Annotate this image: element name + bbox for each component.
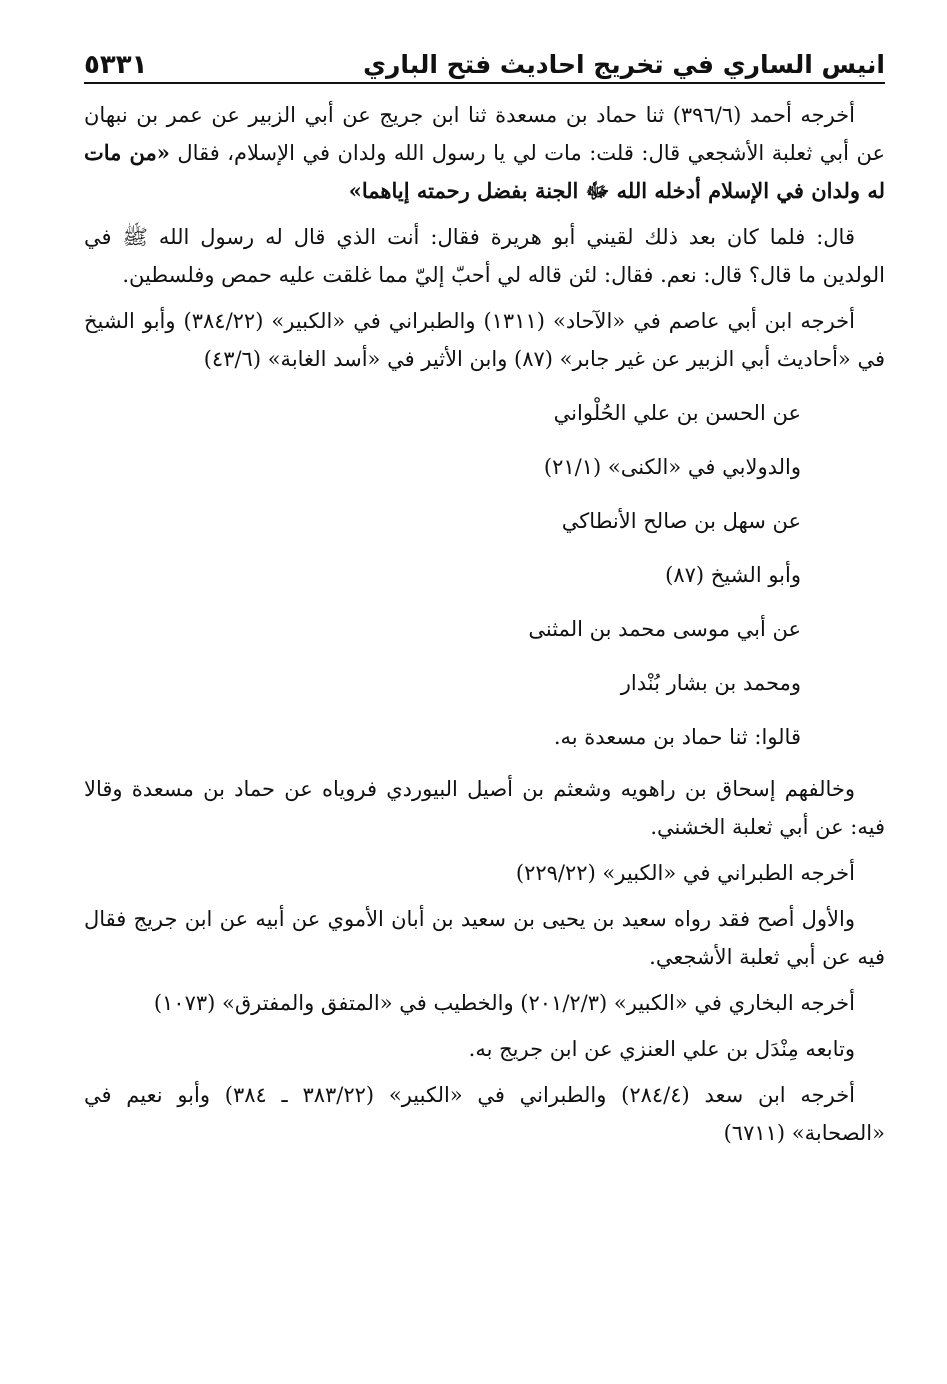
hadith-matn: «من مات له ولدان في الإسلام أدخله الله ﷻ الجنة بفضل رحمته إياهما» [84, 140, 885, 203]
chain-line: عن الحسن بن علي الحُلْواني [553, 401, 801, 425]
paragraph-takhrij-4: أخرجه ابن سعد (٢٨٤/٤) والطبراني في «الكبير» (٣٨٣/٢٢ ـ ٣٨٤) وأبو نعيم في «الصحابة» (٦٧١١) [84, 1083, 885, 1145]
book-title: انيس الساري في تخريج احاديث فتح الباري [363, 50, 885, 79]
chain-line: وأبو الشيخ (٨٧) [665, 563, 801, 587]
header-divider [84, 82, 885, 84]
page-body [84, 96, 885, 1160]
page-number: ٥٣٣١ [84, 50, 148, 80]
chain-line: ومحمد بن بشار بُنْدار [620, 671, 801, 695]
paragraph-khilaf: وخالفهم إسحاق بن راهويه وشعثم بن أصيل البيوردي فروياه عن حماد بن مسعدة وقالا فيه: عن أبي ثعلبة الخشني. [84, 777, 885, 839]
paragraph-takhrij-2: أخرجه الطبراني في «الكبير» (٢٢٩/٢٢) [515, 861, 855, 885]
paragraph-mutaba: وتابعه مِنْدَل بن علي العنزي عن ابن جريج به. [468, 1037, 855, 1061]
chain-line: عن سهل بن صالح الأنطاكي [561, 509, 801, 533]
chain-line: عن أبي موسى محمد بن المثنى [528, 617, 801, 641]
running-header [84, 34, 885, 80]
paragraph-takhrij-3: أخرجه البخاري في «الكبير» (٢٠١/٢/٣) والخطيب في «المتفق والمفترق» (١٠٧٣) [153, 991, 855, 1015]
paragraph-hadith [84, 96, 885, 210]
paragraph-takhrij-1: أخرجه ابن أبي عاصم في «الآحاد» (١٣١١) والطبراني في «الكبير» (٣٨٤/٢٢) وأبو الشيخ في «أحاديث أبي الزبير عن غير جابر» (٨٧) وابن الأثير في «أسد الغابة» (٤٣/٦) [84, 309, 885, 371]
chain-line: والدولابي في «الكنى» (٢١/١) [543, 455, 801, 479]
paragraph-tarjih: والأول أصح فقد رواه سعيد بن يحيى بن سعيد بن أبان الأموي عن أبيه عن ابن جريج فقال فيه عن أبي ثعلبة الأشجعي. [84, 907, 885, 969]
isnad-chain [84, 386, 885, 764]
paragraph-abu-hurayra: قال: فلما كان بعد ذلك لقيني أبو هريرة فقال: أنت الذي قال له رسول الله ﷺ في الولدين ما قال؟ قال: نعم. فقال: لئن قاله لي أحبّ إليّ مما غلقت عليه حمص وفلسطين. [84, 225, 885, 287]
hadith-isnad: أخرجه أحمد (٣٩٦/٦) ثنا حماد بن مسعدة ثنا ابن جريج عن أبي الزبير عن عمر بن نبهان عن أبي ثعلبة الأشجعي قال: قلت: مات لي يا رسول الله ولدان في الإسلام، فقال [84, 103, 885, 165]
chain-line: قالوا: ثنا حماد بن مسعدة به. [553, 725, 801, 749]
